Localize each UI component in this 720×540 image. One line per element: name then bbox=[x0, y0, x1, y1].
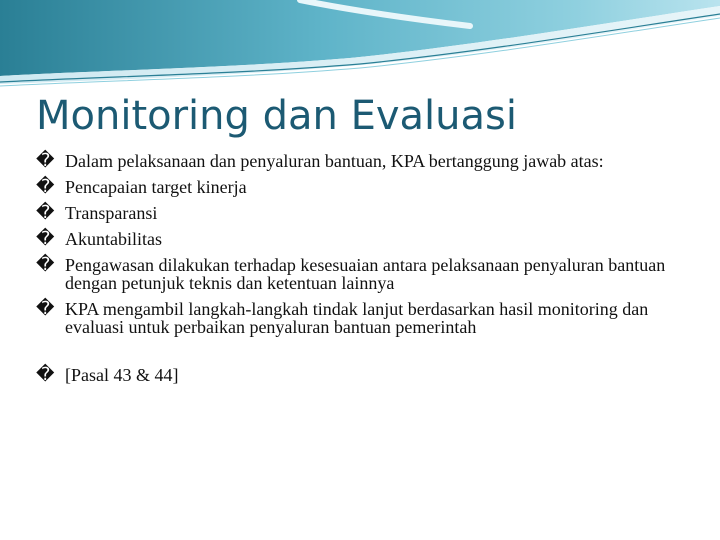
bullet-text: Pencapaian target kinerja bbox=[65, 177, 247, 197]
bullet-item bbox=[36, 178, 696, 196]
bullet-item bbox=[36, 204, 696, 222]
bullet-text: Pengawasan dilakukan terhadap kesesuaian antara pelaksanaan penyaluran bantuan dengan petunjuk teknis dan ketentuan lainnya bbox=[65, 255, 666, 293]
bullet-text: Transparansi bbox=[65, 203, 158, 223]
bullet-marker-icon: � bbox=[36, 150, 55, 171]
bullet-marker-icon: � bbox=[36, 202, 55, 223]
bullet-marker-icon: � bbox=[36, 254, 55, 275]
bullet-text: KPA mengambil langkah-langkah tindak lanjut berdasarkan hasil monitoring dan evaluasi untuk perbaikan penyaluran bantuan pemerintah bbox=[65, 299, 649, 337]
bullet-list bbox=[36, 152, 696, 392]
bullet-marker-icon: � bbox=[36, 228, 55, 249]
bullet-text: [Pasal 43 & 44] bbox=[65, 365, 179, 385]
bullet-item-reference bbox=[36, 366, 696, 384]
slide-title: Monitoring dan Evaluasi bbox=[36, 93, 517, 139]
bullet-text: Dalam pelaksanaan dan penyaluran bantuan, KPA bertanggung jawab atas: bbox=[65, 151, 604, 171]
bullet-marker-icon: � bbox=[36, 298, 55, 319]
bullet-item bbox=[36, 300, 696, 336]
bullet-marker-icon: � bbox=[36, 176, 55, 197]
header-wave-decoration bbox=[0, 0, 720, 92]
bullet-marker-icon: � bbox=[36, 364, 55, 385]
bullet-item bbox=[36, 152, 696, 170]
bullet-item bbox=[36, 256, 696, 292]
bullet-item bbox=[36, 230, 696, 248]
bullet-text: Akuntabilitas bbox=[65, 229, 162, 249]
